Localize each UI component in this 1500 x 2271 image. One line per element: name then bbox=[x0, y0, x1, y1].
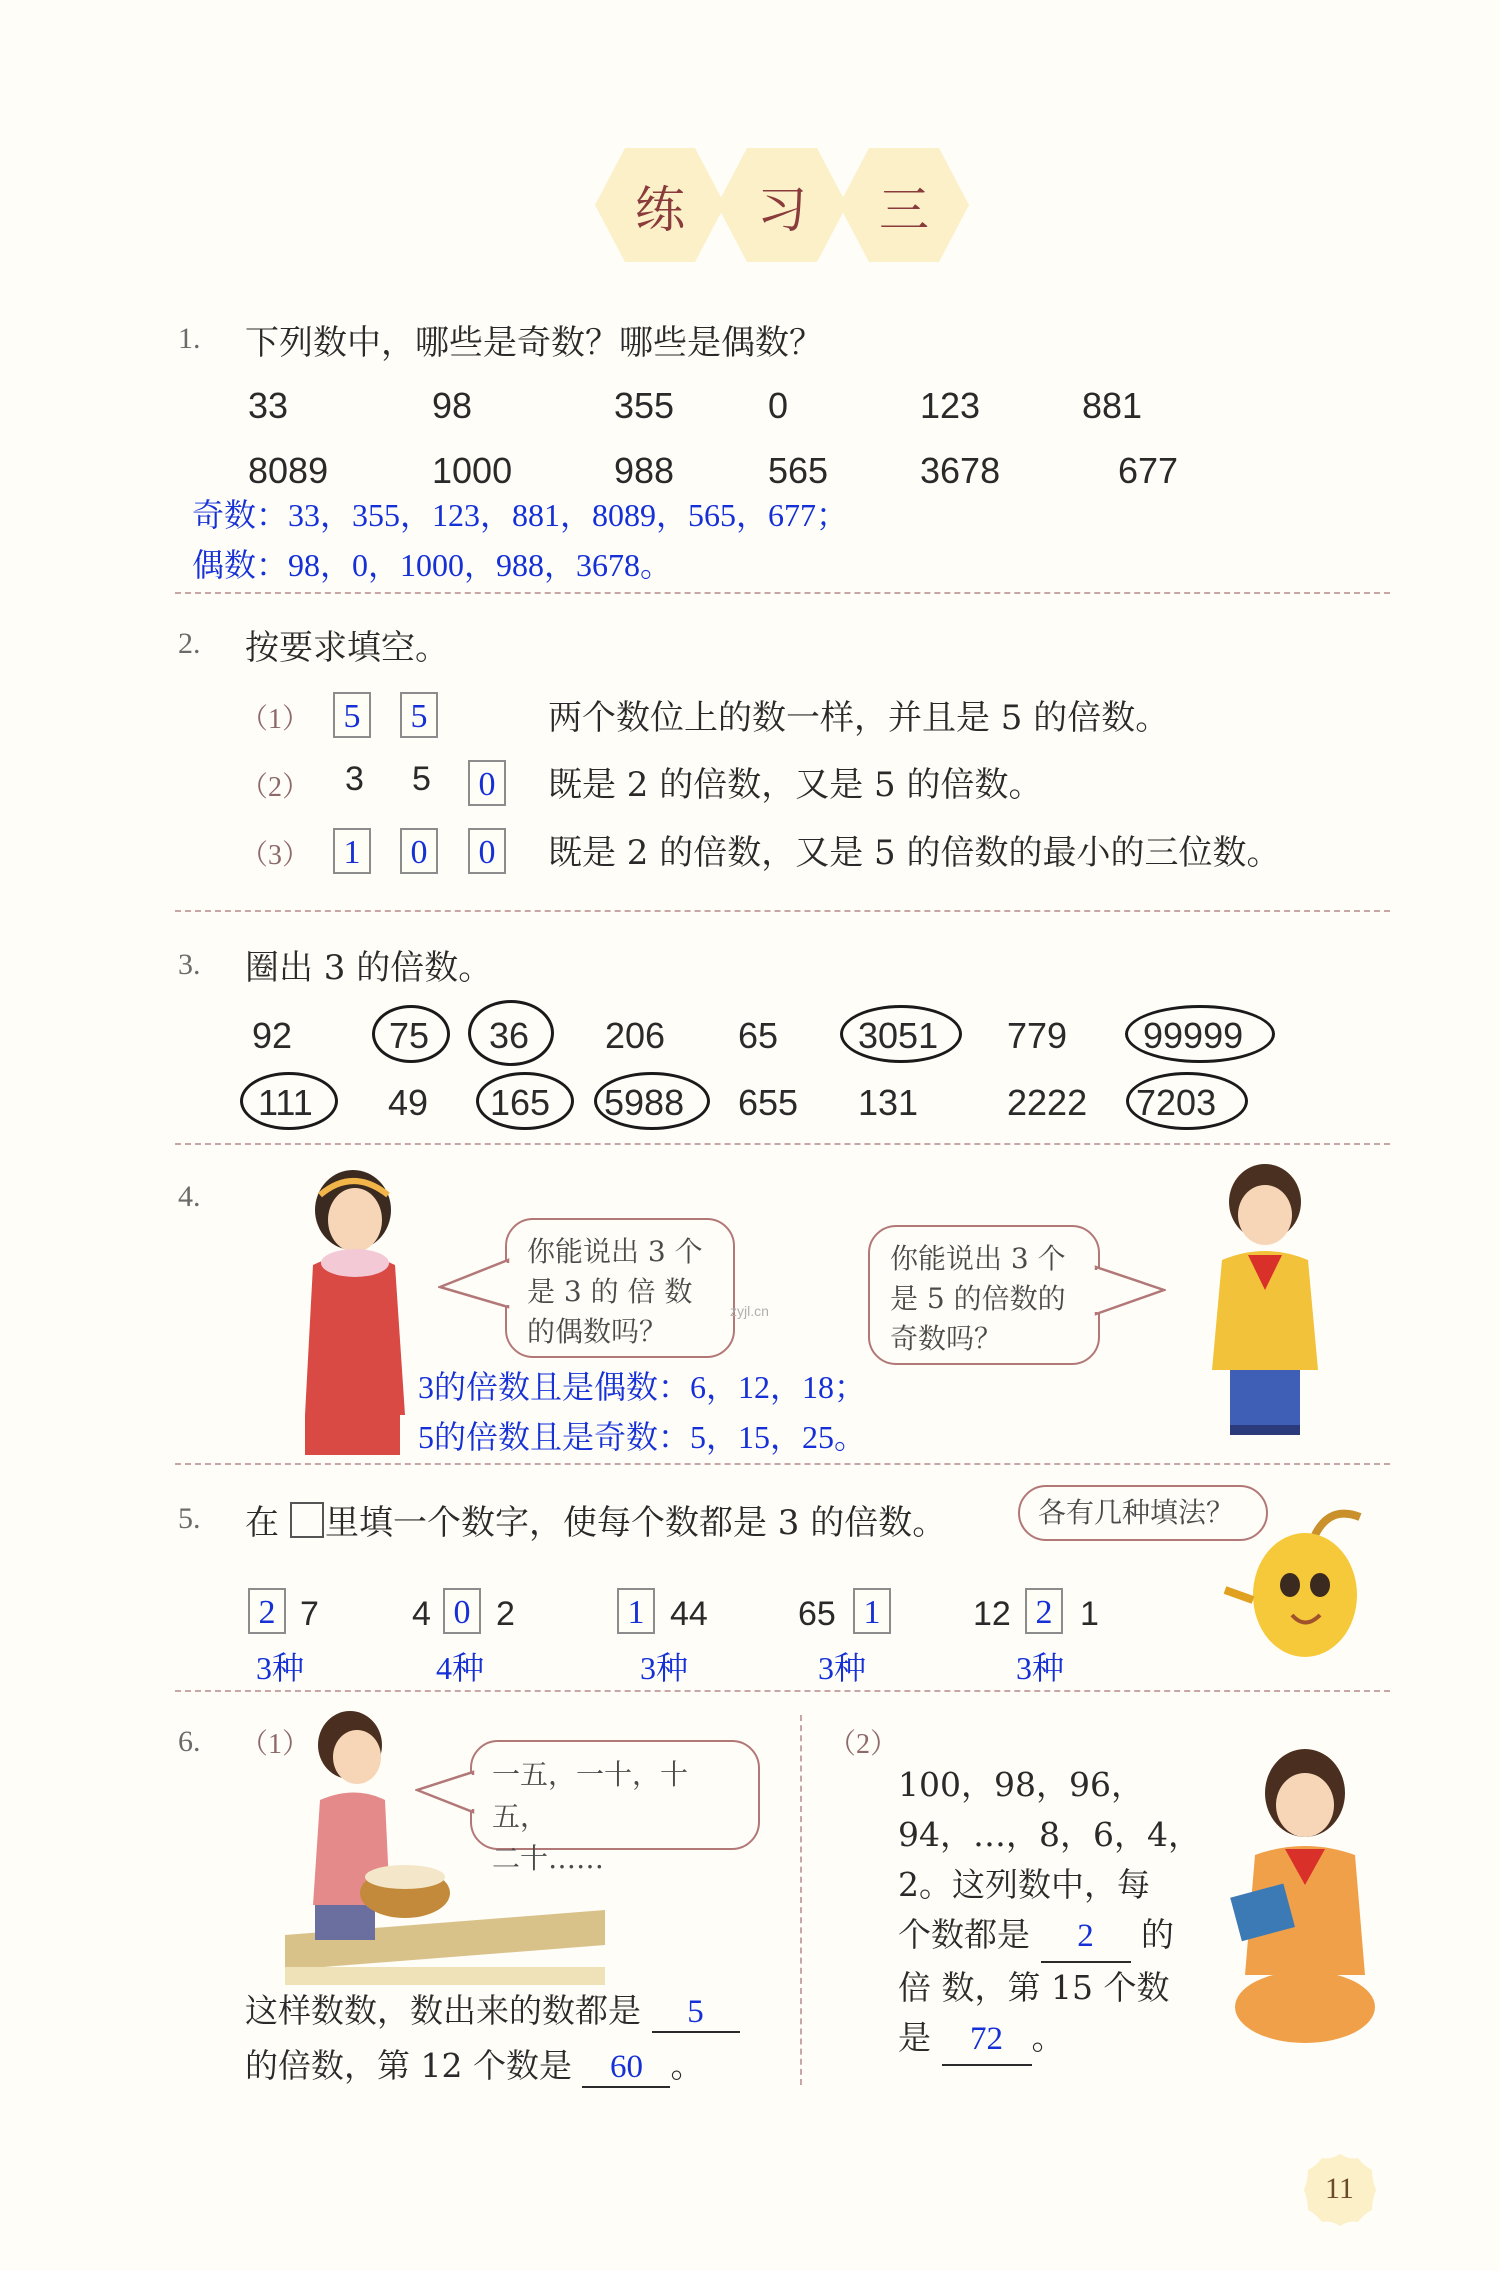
answer-box[interactable]: 1 bbox=[853, 1588, 891, 1634]
q6-p2-text: 是 bbox=[898, 2018, 931, 2057]
q1-number-item: 33 bbox=[248, 385, 289, 426]
q6-p2-line6 bbox=[898, 2013, 1201, 2066]
q6-p2-end: 。 bbox=[1031, 2018, 1065, 2057]
q6-part1-label: （1） bbox=[240, 1729, 311, 1760]
speech-bubble-q5: 各有几种填法？ bbox=[1018, 1485, 1268, 1541]
answer-box[interactable]: 0 bbox=[468, 828, 506, 874]
answer-box[interactable]: 0 bbox=[400, 828, 438, 874]
answer-box[interactable]: 5 bbox=[333, 692, 371, 738]
q6-p1-text: 这样数数，数出来的数都是 bbox=[245, 1991, 641, 2030]
bubble-line: 的偶数吗？ bbox=[527, 1315, 668, 1348]
q6-p2-line: 100，98，96， bbox=[898, 1765, 1144, 1804]
q3-number-item[interactable]: 36 bbox=[489, 1015, 530, 1056]
watermark: zyjl.cn bbox=[730, 1303, 769, 1319]
q3-number-item: 92 bbox=[252, 1015, 293, 1056]
q3-question: 圈出 3 的倍数。 bbox=[245, 948, 493, 988]
bubble-line: 是 3 的 倍 数 bbox=[527, 1275, 693, 1308]
q1-number-item: 8089 bbox=[248, 450, 329, 491]
q1-number-item: 565 bbox=[768, 450, 829, 491]
q6-part1-line2 bbox=[245, 2040, 703, 2088]
q3-number-item: 65 bbox=[738, 1015, 779, 1056]
q1-question: 下列数中，哪些是奇数？哪些是偶数？ bbox=[245, 323, 823, 363]
bubble-tail bbox=[438, 1255, 510, 1315]
q4-answer-1: 3的倍数且是偶数：6，12，18； bbox=[418, 1369, 867, 1405]
divider bbox=[175, 1143, 1390, 1145]
q5-ways: 4种 bbox=[436, 1650, 485, 1686]
q3-number-item[interactable]: 7203 bbox=[1136, 1082, 1217, 1123]
q1-number-item: 881 bbox=[1082, 385, 1143, 426]
answer-box[interactable]: 1 bbox=[333, 828, 371, 874]
bubble-line: 奇数吗？ bbox=[890, 1322, 1003, 1355]
q5-digit: 65 bbox=[798, 1595, 836, 1633]
q2-item-label: （1） bbox=[240, 704, 311, 735]
answer-box[interactable]: 2 bbox=[248, 1588, 286, 1634]
q6-part1-line1 bbox=[245, 1985, 740, 2033]
speech-bubble-right bbox=[868, 1225, 1100, 1365]
q1-number-item: 3678 bbox=[920, 450, 1001, 491]
q1-answer-odd: 奇数：33，355，123，881，8089，565，677； bbox=[192, 497, 849, 533]
q2-printed-digit: 3 bbox=[345, 760, 364, 798]
q1-number-item: 0 bbox=[768, 385, 789, 426]
q5-digit: 4 bbox=[412, 1595, 431, 1633]
q6-p1-text: 的倍数，第 12 个数是 bbox=[245, 2046, 572, 2085]
q3-number-item: 779 bbox=[1007, 1015, 1068, 1056]
q2-printed-digit: 5 bbox=[412, 760, 431, 798]
q5-digit: 12 bbox=[973, 1595, 1011, 1633]
q5-number: 5. bbox=[178, 1502, 201, 1535]
q5-question-a: 在 bbox=[245, 1503, 279, 1543]
q2-item-label: （2） bbox=[240, 772, 311, 803]
answer-box[interactable]: 0 bbox=[468, 760, 506, 806]
q3-number-item: 49 bbox=[388, 1082, 429, 1123]
answer-box[interactable]: 0 bbox=[443, 1588, 481, 1634]
q5-digit: 44 bbox=[670, 1595, 708, 1633]
page-number: 11 bbox=[1325, 2172, 1354, 2205]
bubble-line: 你能说出 3 个 bbox=[890, 1242, 1066, 1275]
speech-bubble-q6 bbox=[470, 1740, 760, 1875]
q3-number: 3. bbox=[178, 948, 201, 981]
q6-p2-text: 的 bbox=[1141, 1915, 1174, 1954]
q6-p1-answer1[interactable]: 5 bbox=[652, 1994, 740, 2033]
q6-p1-answer2[interactable]: 60 bbox=[582, 2049, 670, 2088]
q2-question: 按要求填空。 bbox=[245, 628, 449, 668]
blank-box-icon bbox=[290, 1502, 324, 1538]
q3-number-item[interactable]: 165 bbox=[490, 1082, 551, 1123]
q1-number-item: 355 bbox=[614, 385, 675, 426]
q4-answer-2: 5的倍数且是奇数：5，15，25。 bbox=[418, 1419, 867, 1455]
q6-p2-line: 94，…，8，6，4， bbox=[898, 1815, 1201, 1854]
q6-p2-line4 bbox=[898, 1910, 1201, 1963]
q1-answer-even: 偶数：98，0，1000，988，3678。 bbox=[192, 547, 673, 583]
q1-number: 1. bbox=[178, 322, 201, 355]
q5-ways: 3种 bbox=[818, 1650, 867, 1686]
q3-number-item[interactable]: 3051 bbox=[858, 1015, 939, 1056]
q5-digit: 1 bbox=[1080, 1595, 1099, 1633]
q5-digit: 7 bbox=[300, 1595, 319, 1633]
title-char-3: 三 bbox=[879, 181, 929, 239]
q3-number-item: 131 bbox=[858, 1082, 919, 1123]
q5-ways: 3种 bbox=[256, 1650, 305, 1686]
q3-number-item[interactable]: 5988 bbox=[604, 1082, 685, 1123]
title-char-2: 习 bbox=[757, 181, 807, 239]
bubble-line: 一五，一十，十五， bbox=[492, 1758, 689, 1833]
q5-question-b: 里填一个数字，使每个数都是 3 的倍数。 bbox=[325, 1503, 947, 1543]
divider bbox=[175, 1690, 1390, 1692]
title-banner bbox=[595, 140, 975, 270]
answer-box[interactable]: 2 bbox=[1025, 1588, 1063, 1634]
q1-number-item: 1000 bbox=[432, 450, 513, 491]
q2-item-desc: 既是 2 的倍数，又是 5 的倍数。 bbox=[548, 765, 1043, 805]
q2-item-label: （3） bbox=[240, 840, 311, 871]
q6-p2-line: 倍 数，第 15 个数 bbox=[898, 1968, 1170, 2007]
q3-number-item: 655 bbox=[738, 1082, 799, 1123]
q2-item-desc: 既是 2 的倍数，又是 5 的倍数的最小的三位数。 bbox=[548, 833, 1281, 873]
q2-number: 2. bbox=[178, 627, 201, 660]
title-char-1: 练 bbox=[635, 181, 685, 239]
q6-p1-end: 。 bbox=[670, 2046, 704, 2085]
q6-p2-answer1[interactable]: 2 bbox=[1041, 1911, 1131, 1963]
bubble-line: 是 5 的倍数的 bbox=[890, 1282, 1066, 1315]
q6-part2-label: （2） bbox=[828, 1729, 899, 1760]
bubble-line: 你能说出 3 个 bbox=[527, 1235, 703, 1268]
boy-illustration bbox=[1200, 1160, 1330, 1440]
q6-p2-line: 2。这列数中，每 bbox=[898, 1865, 1150, 1904]
girl-illustration bbox=[285, 1165, 420, 1455]
q6-number: 6. bbox=[178, 1725, 201, 1758]
column-divider bbox=[800, 1715, 802, 2085]
q3-number-item[interactable]: 99999 bbox=[1143, 1015, 1244, 1056]
bubble-line: 二十…… bbox=[492, 1842, 605, 1875]
q6-p2-answer2[interactable]: 72 bbox=[942, 2014, 1032, 2066]
q1-number-item: 98 bbox=[432, 385, 473, 426]
q5-digit: 2 bbox=[496, 1595, 515, 1633]
answer-box[interactable]: 1 bbox=[617, 1588, 655, 1634]
q1-number-item: 677 bbox=[1118, 450, 1179, 491]
q3-number-item[interactable]: 111 bbox=[258, 1082, 313, 1123]
q1-number-item: 988 bbox=[614, 450, 675, 491]
bubble-tail bbox=[415, 1768, 475, 1818]
q1-number-item: 123 bbox=[920, 385, 981, 426]
q6-p2-text: 个数都是 bbox=[898, 1915, 1030, 1954]
speech-bubble-left bbox=[505, 1218, 735, 1358]
q6-part2-text bbox=[898, 1760, 1201, 2066]
bubble-tail bbox=[1094, 1262, 1166, 1322]
divider bbox=[175, 910, 1390, 912]
mascot-illustration bbox=[1220, 1505, 1390, 1675]
divider bbox=[175, 1463, 1390, 1465]
q3-number-item: 206 bbox=[605, 1015, 666, 1056]
q5-ways: 3种 bbox=[640, 1650, 689, 1686]
q5-ways: 3种 bbox=[1016, 1650, 1065, 1686]
q2-item-desc: 两个数位上的数一样，并且是 5 的倍数。 bbox=[548, 698, 1170, 738]
q3-number-item[interactable]: 75 bbox=[389, 1015, 430, 1056]
divider bbox=[175, 592, 1390, 594]
q4-number: 4. bbox=[178, 1180, 201, 1213]
answer-box[interactable]: 5 bbox=[400, 692, 438, 738]
q3-number-item: 2222 bbox=[1007, 1082, 1088, 1123]
reading-girl-illustration bbox=[1225, 1745, 1385, 2045]
